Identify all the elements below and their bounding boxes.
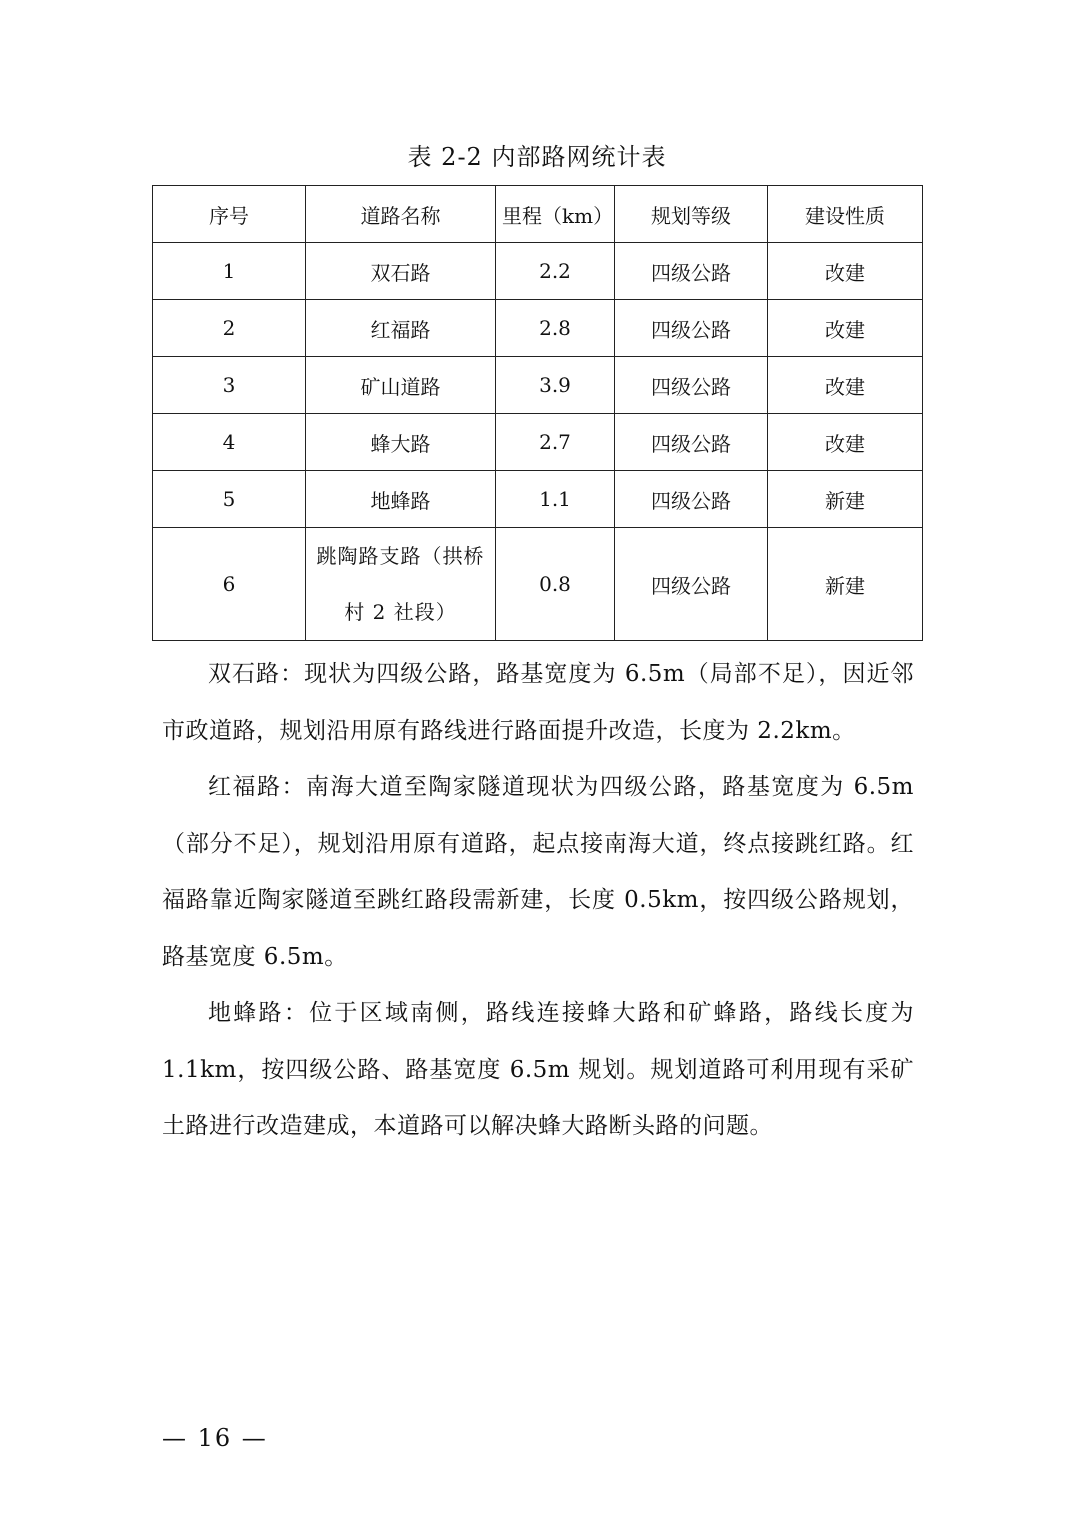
cell-grade: 四级公路 <box>615 357 768 414</box>
page-number: — 16 — <box>162 1424 268 1452</box>
cell-no: 6 <box>153 528 306 641</box>
table-row <box>153 414 923 471</box>
cell-nature: 改建 <box>768 357 923 414</box>
cell-nature: 新建 <box>768 471 923 528</box>
cell-nature: 改建 <box>768 243 923 300</box>
table-row <box>153 357 923 414</box>
cell-nature: 改建 <box>768 414 923 471</box>
cell-grade: 四级公路 <box>615 528 768 641</box>
cell-road-name: 双石路 <box>306 243 496 300</box>
cell-length: 2.8 <box>496 300 615 357</box>
cell-road-name: 矿山道路 <box>306 357 496 414</box>
cell-length: 3.9 <box>496 357 615 414</box>
cell-road-name: 蜂大路 <box>306 414 496 471</box>
table-row <box>153 528 923 641</box>
cell-no: 1 <box>153 243 306 300</box>
cell-grade: 四级公路 <box>615 243 768 300</box>
paragraph-shuangshi-road: 双石路：现状为四级公路，路基宽度为 6.5m（局部不足），因近邻市政道路，规划沿用原有路线进行路面提升改造，长度为 2.2km。 <box>162 661 914 744</box>
paragraph-difeng-road: 地蜂路：位于区域南侧，路线连接蜂大路和矿蜂路，路线长度为 1.1km，按四级公路、路基宽度 6.5m 规划。规划道路可利用现有采矿土路进行改造建成，本道路可以解决蜂大路断头路的问题。 <box>162 1000 914 1139</box>
paragraph-hongfu-road: 红福路：南海大道至陶家隧道现状为四级公路，路基宽度为 6.5m（部分不足），规划沿用原有道路，起点接南海大道，终点接跳红路。红福路靠近陶家隧道至跳红路段需新建，长度 0.5km，按四级公路规划，路基宽度 6.5m。 <box>162 774 914 970</box>
road-network-table <box>152 185 923 641</box>
cell-nature: 新建 <box>768 528 923 641</box>
road-name-line-1: 跳陶路支路（拱桥 <box>316 544 485 568</box>
cell-length: 2.2 <box>496 243 615 300</box>
cell-no: 5 <box>153 471 306 528</box>
header-no: 序号 <box>153 186 306 243</box>
header-grade: 规划等级 <box>615 186 768 243</box>
cell-nature: 改建 <box>768 300 923 357</box>
cell-road-name: 地蜂路 <box>306 471 496 528</box>
cell-road-name: 红福路 <box>306 300 496 357</box>
cell-grade: 四级公路 <box>615 414 768 471</box>
cell-length: 0.8 <box>496 528 615 641</box>
body-text <box>162 646 914 1155</box>
cell-no: 3 <box>153 357 306 414</box>
cell-no: 4 <box>153 414 306 471</box>
road-name-line-2: 村 2 社段） <box>344 600 457 624</box>
header-road-name: 道路名称 <box>306 186 496 243</box>
cell-length: 2.7 <box>496 414 615 471</box>
header-length: 里程（km） <box>496 186 615 243</box>
cell-road-name <box>306 528 496 641</box>
cell-no: 2 <box>153 300 306 357</box>
table-row <box>153 300 923 357</box>
table-header-row <box>153 186 923 243</box>
cell-grade: 四级公路 <box>615 471 768 528</box>
cell-grade: 四级公路 <box>615 300 768 357</box>
header-nature: 建设性质 <box>768 186 923 243</box>
table-row <box>153 243 923 300</box>
table-caption: 表 2-2 内部路网统计表 <box>407 143 667 171</box>
table-row <box>153 471 923 528</box>
cell-length: 1.1 <box>496 471 615 528</box>
